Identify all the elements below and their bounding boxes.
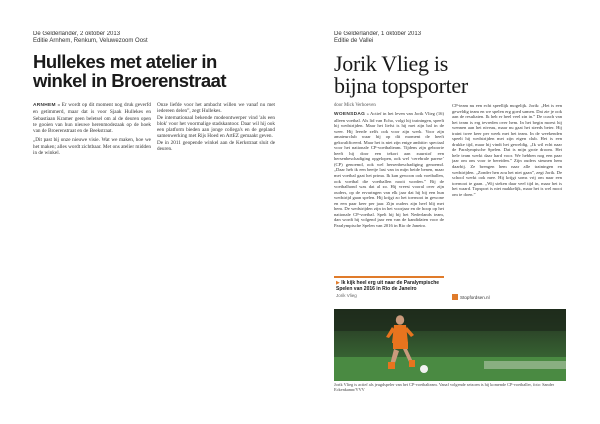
left-col1-para-1: » Er wordt op dit moment nog druk geverfd en getimmerd, maar dat is voor Sjaak Hullekes en Sebastiaan Kramer geen beletsel om al de deuren open te gooien van hun nieuwe herenmodezaak op de hoek van de Broerenstraat en de Beekstraat. [33, 102, 151, 135]
left-headline [33, 52, 275, 90]
right-article-column-1 [334, 111, 444, 273]
left-col2-para-1: Onze liefde voor het ambacht willen we vanaf nu met iedereen delen”, zegt Hullekes. [157, 102, 275, 115]
right-headline-line-1: Jorik Vlieg is [334, 51, 448, 76]
callout-quote [334, 278, 444, 292]
right-source-paper: De Gelderlander, 1 oktober 2013 [334, 31, 422, 37]
left-headline-line-1: Hullekes met atelier in [33, 51, 217, 72]
right-dateline: WOENSDAG [334, 112, 366, 117]
logo-square-icon [452, 294, 458, 300]
right-headline [334, 53, 566, 97]
left-newspaper-clipping [33, 31, 275, 181]
left-article-column-1 [33, 102, 151, 159]
right-byline: door Mick Verhoeven [334, 103, 376, 108]
left-source-edition: Editie Arnhem, Renkum, Veluwezoom Oost [33, 38, 148, 44]
football-player-photo [334, 309, 566, 381]
quote-callout [334, 276, 444, 306]
left-source-paper: De Gelderlander, 2 oktober 2013 [33, 31, 121, 37]
left-col1-para-2: „Dit past bij onze nieuwe visie. Wat we maken, hoe we het maken; alles wordt zichtbaar. Met ons atelier midden in de winkel. [33, 137, 151, 157]
left-source-line [33, 31, 275, 45]
callout-arrow-icon: ▶ [336, 280, 342, 286]
left-article-column-2 [157, 102, 275, 159]
photo-caption: Jorik Vlieg is actief als jeugdspeler van het CP-voetbalteam. Vanaf volgende seizoen is hij komende CP-voetballer, foto: Sander Eckenkamp/VVV [334, 382, 555, 391]
logo-text: Stopfordsen.nl [460, 294, 490, 300]
right-article-column-2 [452, 103, 562, 288]
photo-illustration [334, 309, 566, 381]
left-col2-para-2: De internationaal bekende modeontwerper vind 'als een blok' voor het voormalige stadskantoor. Daar wil hij ook een platform bieden aan jonge collega's en de gepland samenwerking met Rijs Hoed en ArtEZ gemaakt geven. [157, 114, 275, 140]
left-headline-line-2: winkel in Broerenstraat [33, 70, 227, 91]
right-col1-text: » Actief in het leven van Jorik Vlieg (16) alleen voetbal. Als lid van Echo, volgt hij trainingen, speelt hij wedstrijden. Maar het liefst is hij met zijn bal in de weer. Hij leerde zelfs ook voor zijn werk. Voor zijn amateurclub waar hij op dit moment de heeft gekwalificeerd. Maar het is niet zijn enige ambitie: speciaal voor het nationale CP-voetbalteam. Tijdens zijn geboorte heeft hij door een tekort aan zuurstof een hersenbeschadiging opgelopen, ook wel ‘cerebrale parese’ (CP) genoemd, ook wel hersenbeschadiging genoemd. „Daar heb ik een beetje last van in mijn beide benen, maar met voetbal gaat het prima. Ik kan gewoon ook voetballen, ook voetbal die voetballen nooit worden.” Bij de voetbalhond was dat al zo. Hij vreest vooral over zijn ouders, op de ervaringen van elk jaar dat hij bij een hun wedstrijd gaan spelen. Hij krijgt zo het toernooi in gewone en een paar keer per jaar. Zijn ouders zijn heel blij met hem. De wedstrijden zijn in het voorjaar en de hoop op het nationale CP-voetbal. Spelt hij bij het Nederlands team, dan wordt hij volgend jaar een van de kandidaten voor de Paralympische Spelen van 2016 in Rio de Janeiro. [334, 111, 444, 228]
left-article-body [33, 102, 275, 159]
right-col2-text: CP-team nu een echt speellijk mogelijk. Jorik: „Het is een geweldig team en we spelen erg goed samen. Dat zie je ook aan de resultaten. Ik heb er heel veel zin in.” De coach van het team is erg tevreden over hem. In het begin moest hij wennen aan het niveau, maar nu gaat het steeds beter. Hij traint twee keer per week met het team. In de weekenden speelt hij wedstrijden met zijn eigen club. Het is een drukke tijd, maar hij vindt het geweldig. „Ik wil echt naar de Paralympische Spelen. Dat is mijn grote droom. Het hele team werkt daar hard voor. We hebben nog een paar jaar om ons voor te bereiden.” Zijn ouders steunen hem daarbij. Ze brengen hem naar alle trainingen en wedstrijden. „Zonder hen zou het niet gaan”, zegt Jorik. De school werkt ook mee. Hij krijgt soms vrij om naar een toernooi te gaan. „Wij steken daar veel tijd in, maar het is het waard. Topsport is niet makkelijk, maar het is wel mooi om te doen.” [452, 103, 562, 197]
right-source-line [334, 31, 566, 45]
right-headline-line-2: bijna topsporter [334, 73, 468, 98]
publisher-logo [452, 294, 490, 300]
left-dateline: ARNHEM [33, 103, 56, 108]
right-source-edition: Editie de Vallei [334, 38, 374, 44]
right-newspaper-clipping [334, 31, 566, 391]
left-col2-para-3: De in 2011 geopende winkel aan de Kerkstraat sluit de deuren. [157, 139, 275, 153]
callout-quote-text: Ik kijk heel erg uit naar de Paralympische Spelen van 2016 in Rio de Janeiro [336, 280, 440, 292]
callout-name: Jorik Vlieg [336, 293, 357, 298]
